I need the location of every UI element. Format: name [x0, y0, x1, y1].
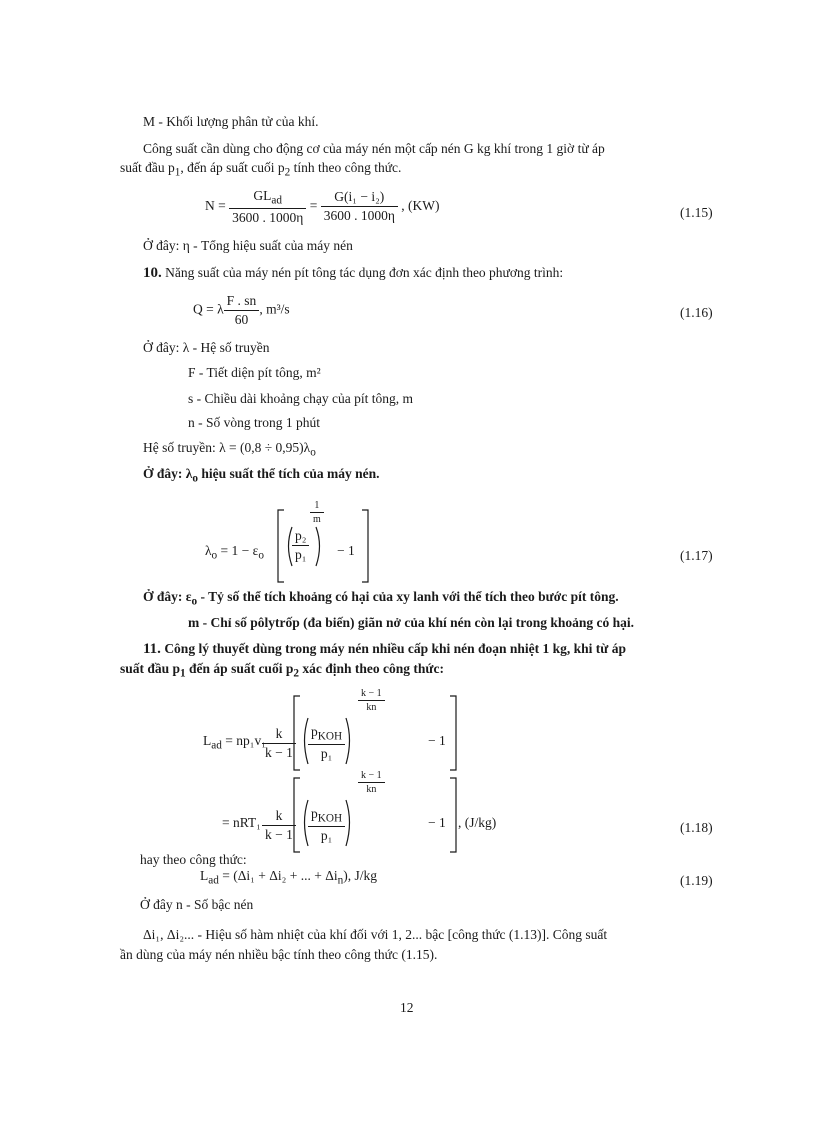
fraction-top [308, 724, 345, 745]
fraction-top: k [262, 808, 296, 826]
k-fraction-row1 [262, 726, 296, 761]
text-span: , đến áp suất cuối p [180, 160, 285, 175]
fraction [358, 770, 385, 795]
pressure-ratio-row1 [308, 724, 345, 762]
fraction-top: G(i₁ − i₂) [321, 189, 398, 207]
fraction-bottom: p₁ [320, 745, 333, 761]
text-span: Công lý thuyết dùng trong máy nén nhiều cấp khi nén đoạn nhiệt 1 kg, khi từ áp [160, 641, 627, 656]
subscript: n [337, 874, 344, 887]
section-number: 11. [143, 641, 161, 657]
text-span: xác định theo công thức: [298, 661, 444, 676]
text-power-line1: Công suất cần dùng cho động cơ của máy nén một cấp nén G kg khí trong 1 giờ từ áp [143, 141, 605, 156]
fraction-top [308, 806, 345, 827]
subscript: o [258, 549, 264, 562]
text-span: λ [205, 543, 212, 558]
eq-unit: , (KW) [401, 197, 440, 213]
eq-lhs: Q = λ [193, 301, 224, 317]
text-span: p [311, 806, 318, 821]
text-eta-definition: Ở đây: η - Tổng hiệu suất của máy nén [143, 238, 353, 253]
fraction [308, 724, 345, 762]
fraction-top: k − 1 [358, 770, 385, 783]
section-number: 10. [143, 265, 162, 281]
subscript: KOH [317, 730, 343, 743]
k-fraction-row2 [262, 808, 296, 843]
right-square-bracket-row1 [450, 696, 456, 770]
equation-number-1-19: (1.19) [680, 873, 713, 888]
fraction [358, 688, 385, 713]
text-span: GL [253, 188, 272, 203]
right-paren-row2 [346, 800, 350, 846]
eq-unit: , (J/kg) [458, 815, 497, 830]
text-s-definition: s - Chiều dài khoảng chạy của pít tông, m [188, 391, 413, 406]
text-lambda-definition: Ở đây: λ - Hệ số truyền [143, 340, 270, 355]
subscript: 1 [174, 166, 181, 179]
text-span: - Tỷ số thể tích khoảng có hại của xy lanh với thể tích theo bước pít tông. [197, 589, 619, 604]
text-span: đến áp suất cuối p [185, 661, 294, 676]
text-n-definition: n - Số vòng trong 1 phút [188, 415, 321, 430]
equation-number-1-17: (1.17) [680, 548, 713, 563]
text-span: suất đầu p [120, 160, 175, 175]
fraction-bottom: 3600 . 1000η [232, 209, 304, 225]
text-span: Năng suất của máy nén pít tông tác dụng đơn xác định theo phương trình: [161, 265, 564, 280]
text-delta-i-definition: Δi₁, Δi₂... - Hiệu số hàm nhiệt của khí đối với 1, 2... bậc [công thức (1.13)]. Công suất [143, 927, 608, 942]
fraction-bottom: kn [366, 702, 377, 713]
fraction-top: p₂ [292, 528, 309, 546]
subscript: KOH [317, 812, 343, 825]
text-hay-theo: hay theo công thức: [140, 852, 247, 867]
text-span: ), J/kg [343, 868, 378, 883]
fraction-bottom: 60 [234, 312, 249, 327]
fraction-bottom: k − 1 [265, 827, 293, 842]
subscript: 2 [284, 166, 291, 179]
subscript: ad [271, 194, 283, 207]
right-paren-row1 [346, 718, 350, 764]
eq-tail: − 1 [337, 543, 355, 558]
eq-unit: , m³/s [259, 301, 290, 317]
exponent-row1 [358, 688, 385, 713]
text-span: = (Δi₁ + Δi₂ + ... + Δi [218, 868, 338, 883]
text-span: = np₁v₁ [221, 733, 266, 748]
fraction-top: k [262, 726, 296, 744]
right-square-bracket-row2 [450, 778, 456, 852]
subscript: o [211, 549, 218, 562]
subscript: o [310, 446, 316, 459]
text-final-line: ần dùng của máy nén nhiều bậc tính theo công thức (1.15). [120, 947, 438, 962]
fraction [262, 808, 296, 843]
fraction-bottom: 3600 . 1000η [323, 208, 395, 224]
subscript: 2 [293, 667, 299, 680]
text-span: L [200, 868, 209, 883]
text-m-polytropic-definition: m - Chỉ số pôlytrốp (đa biến) giãn nở của khí nén còn lại trong khoảng có hại. [188, 615, 635, 630]
text-span: p [311, 724, 318, 739]
equation-number-1-18: (1.18) [680, 820, 713, 835]
eq-row1-tail: − 1 [428, 733, 446, 748]
fraction-bottom: kn [366, 784, 377, 795]
text-span: Ở đây: ε [143, 589, 192, 604]
eq-row1-lhs [203, 733, 266, 752]
fraction-top: k − 1 [358, 688, 385, 701]
eq-row2-lhs: = nRT₁ [222, 815, 261, 830]
text-span: tính theo công thức. [290, 160, 402, 175]
subscript: ad [211, 739, 222, 752]
equation-1-19 [200, 868, 377, 887]
fraction-bottom: k − 1 [265, 745, 293, 760]
text-span: = 1 − ε [217, 543, 259, 558]
subscript: 1 [180, 667, 186, 680]
eq-row2-tail: − 1 [428, 815, 446, 830]
subscript: o [191, 595, 198, 608]
text-span: L [203, 733, 212, 748]
text-span: suất đầu p [120, 661, 181, 676]
text-n-stages-definition: Ở đây n - Số bậc nén [140, 897, 254, 912]
page-number: 12 [400, 1000, 414, 1015]
eq-lhs: N = [205, 197, 226, 213]
equation-number-1-16: (1.16) [680, 305, 713, 320]
fraction-top: F . sn [224, 293, 260, 311]
fraction [308, 806, 345, 844]
text-span: Hệ số truyền: λ = (0,8 ÷ 0,95)λ [143, 440, 311, 455]
equation-number-1-15: (1.15) [680, 205, 713, 220]
fraction-bottom: p₁ [295, 547, 307, 562]
pressure-ratio-row2 [308, 806, 345, 844]
subscript: o [192, 472, 199, 485]
fraction-bottom: p₁ [320, 827, 333, 843]
eq-sign: = [309, 197, 318, 213]
fraction [262, 726, 296, 761]
exponent-row2 [358, 770, 385, 795]
text-f-definition: F - Tiết diện pít tông, m² [188, 365, 321, 380]
fraction-top: 1 [310, 500, 324, 513]
fraction-bottom: m [313, 514, 321, 525]
text-span: Ở đây: λ [143, 466, 193, 481]
text-span: hiệu suất thể tích của máy nén. [198, 466, 380, 481]
text-m-definition: M - Khối lượng phân tử của khí. [143, 114, 319, 129]
subscript: ad [208, 874, 219, 887]
